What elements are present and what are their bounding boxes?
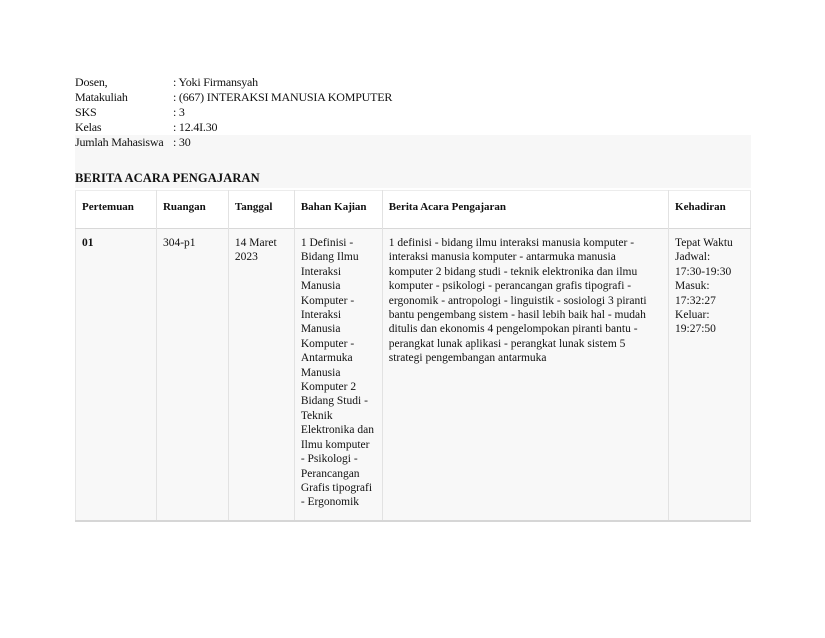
cell-bahan-kajian: 1 Definisi - Bidang Ilmu Interaksi Manusia Komputer - Interaksi Manusia Komputer - Antarmuka Manusia Komputer 2 Bidang Studi - Teknik Elektronika dan Ilmu komputer - Psikologi - Perancangan Grafis tipografi - Ergonomik xyxy=(294,229,382,521)
info-row-kelas xyxy=(75,120,751,135)
cell-ruangan: 304-p1 xyxy=(156,229,228,521)
info-value: : 12.4I.30 xyxy=(173,120,218,134)
column-header-tanggal: Tanggal xyxy=(228,191,294,229)
cell-pertemuan: 01 xyxy=(76,229,157,521)
info-label: Kelas xyxy=(75,120,102,134)
info-value: : 3 xyxy=(173,105,185,119)
info-value: : (667) INTERAKSI MANUSIA KOMPUTER xyxy=(173,90,393,104)
attendance-status: Tepat Waktu xyxy=(675,237,733,249)
table-row xyxy=(76,229,751,521)
cell-tanggal: 14 Maret 2023 xyxy=(228,229,294,521)
info-row-dosen xyxy=(75,75,751,90)
info-row-jumlah-mahasiswa xyxy=(75,135,751,150)
info-label: SKS xyxy=(75,105,97,119)
info-label: Matakuliah xyxy=(75,90,128,104)
column-header-ruangan: Ruangan xyxy=(156,191,228,229)
info-row-matakuliah xyxy=(75,90,751,105)
attendance-schedule: 17:30-19:30 xyxy=(675,265,732,278)
column-header-bahan-kajian: Bahan Kajian xyxy=(294,191,382,229)
column-header-pertemuan: Pertemuan xyxy=(76,191,157,229)
table-header-row xyxy=(76,191,751,229)
teaching-record-table xyxy=(75,190,751,522)
attendance-in-label: Masuk: xyxy=(675,280,710,293)
attendance-in-time: 17:32:27 xyxy=(675,294,716,307)
info-value: : Yoki Firmansyah xyxy=(173,75,258,89)
section-title: BERITA ACARA PENGAJARAN xyxy=(75,171,260,185)
course-info xyxy=(75,75,751,150)
column-header-kehadiran: Kehadiran xyxy=(669,191,751,229)
info-row-sks xyxy=(75,105,751,120)
info-label: Dosen, xyxy=(75,75,108,89)
attendance-schedule-label: Jadwal: xyxy=(675,251,711,264)
info-value: : 30 xyxy=(173,135,751,150)
cell-kehadiran xyxy=(669,229,751,521)
attendance-out-time: 19:27:50 xyxy=(675,323,716,336)
column-header-berita-acara: Berita Acara Pengajaran xyxy=(382,191,668,229)
cell-berita-acara: 1 definisi - bidang ilmu interaksi manusia komputer - interaksi manusia komputer - antarmuka manusia komputer 2 bidang studi - teknik elektronika dan ilmu komputer - psikologi - perancangan grafis tipografi - ergonomik - antropologi - linguistik - sosiologi 3 piranti bantu pengembang sistem - hasil lebih baik hal - mudah ditulis dan ekonomis 4 pengelompokan piranti bantu - perangkat lunak aplikasi - perangkat lunak sistem 5 strategi pengembangan antarmuka xyxy=(382,229,668,521)
attendance-out-label: Keluar: xyxy=(675,309,710,322)
info-label: Jumlah Mahasiswa xyxy=(75,135,173,150)
